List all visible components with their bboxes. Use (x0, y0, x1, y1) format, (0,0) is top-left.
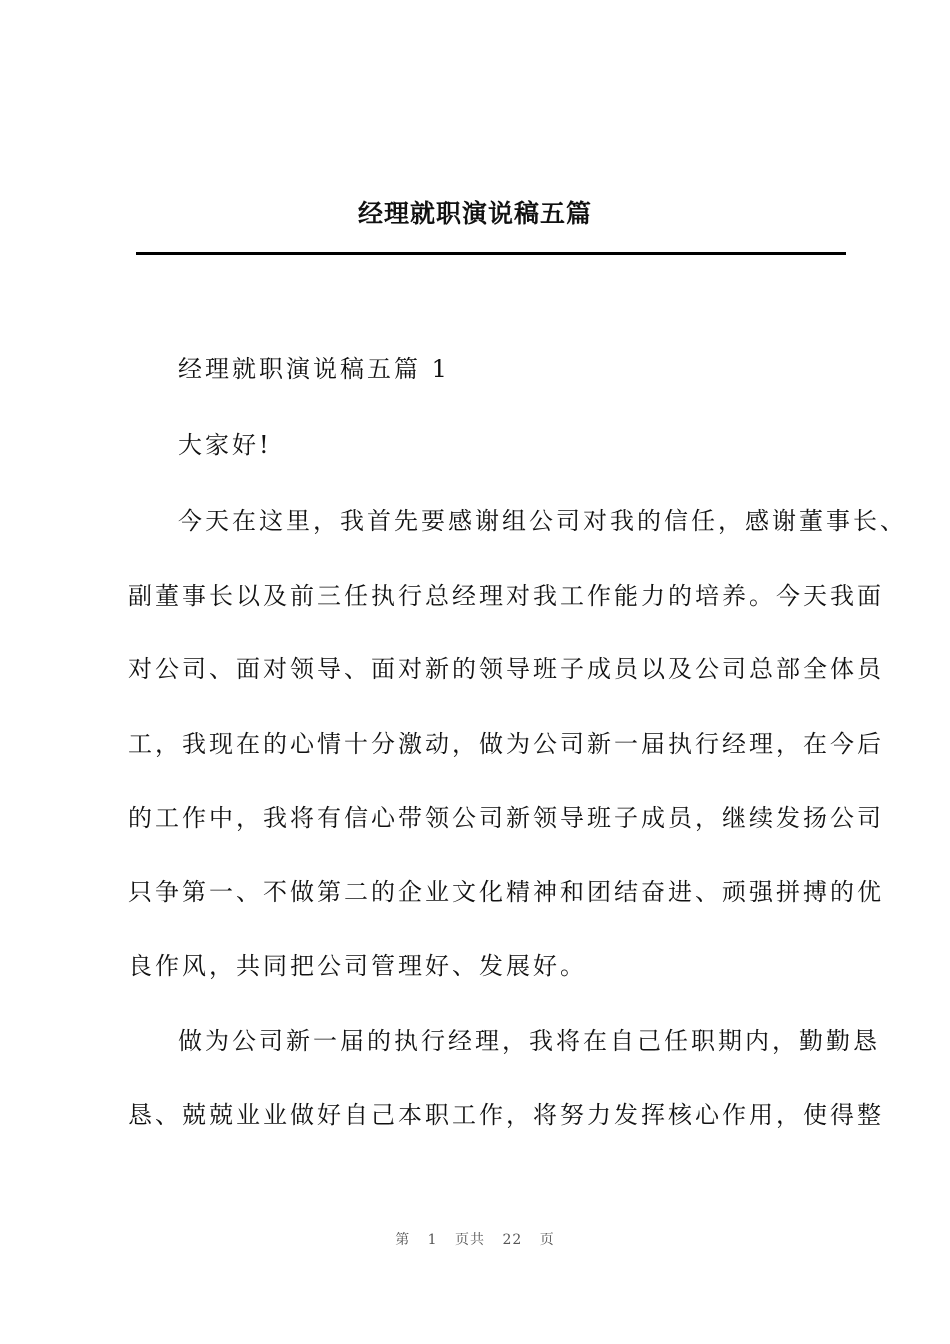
paragraph-line: 恳、兢兢业业做好自己本职工作，将努力发挥核心作用，使得整 (128, 1101, 884, 1129)
paragraph-line: 对公司、面对领导、面对新的领导班子成员以及公司总部全体员 (128, 655, 884, 683)
paragraph-line: 副董事长以及前三任执行总经理对我工作能力的培养。今天我面 (128, 582, 884, 610)
section-heading: 经理就职演说稿五篇 1 (178, 355, 450, 383)
paragraph-line: 做为公司新一届的执行经理，我将在自己任职期内，勤勤恳 (178, 1027, 880, 1055)
paragraph-line: 工，我现在的心情十分激动，做为公司新一届执行经理，在今后 (128, 730, 884, 758)
paragraph-line: 良作风，共同把公司管理好、发展好。 (128, 952, 587, 980)
page-number-footer: 第 1 页共 22 页 (395, 1232, 555, 1248)
paragraph-line: 的工作中，我将有信心带领公司新领导班子成员，继续发扬公司 (128, 804, 884, 832)
greeting-line: 大家好! (178, 431, 272, 459)
title-underline (136, 252, 846, 255)
document-title: 经理就职演说稿五篇 (357, 199, 592, 228)
paragraph-line: 只争第一、不做第二的企业文化精神和团结奋进、顽强拼搏的优 (128, 878, 884, 906)
paragraph-line: 今天在这里，我首先要感谢组公司对我的信任，感谢董事长、 (178, 507, 907, 535)
